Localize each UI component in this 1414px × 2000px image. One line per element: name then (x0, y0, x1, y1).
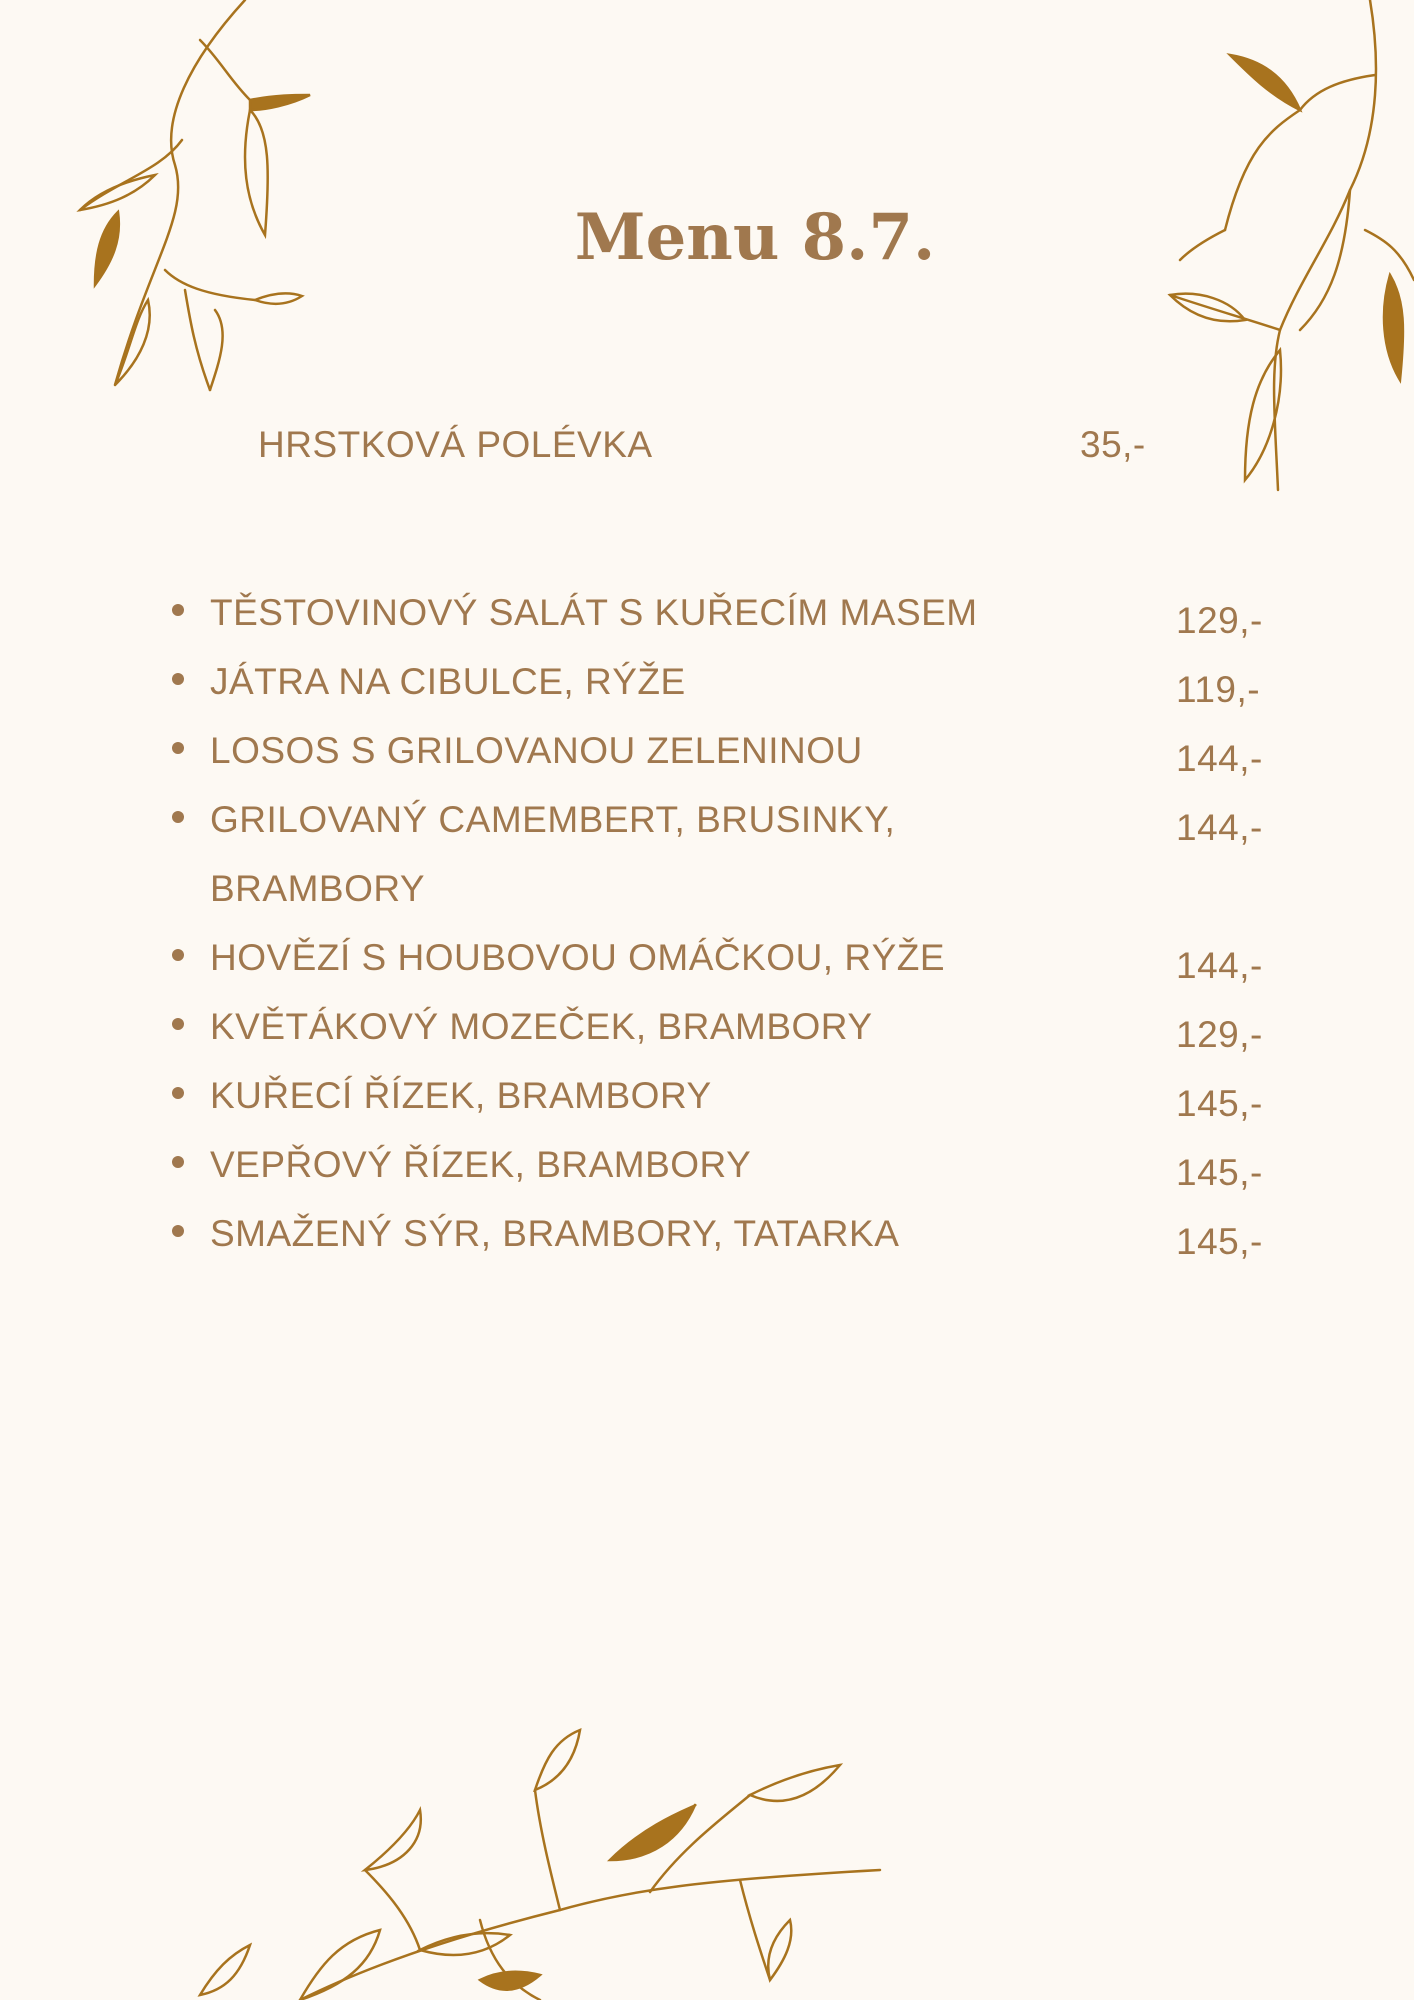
bullet-icon (172, 1156, 184, 1168)
soup-name: HRSTKOVÁ POLÉVKA (258, 424, 653, 465)
menu-item-name: LOSOS S GRILOVANOU ZELENINOU (210, 730, 863, 771)
bullet-icon (172, 949, 184, 961)
menu-item-price: 145,- (1176, 1083, 1263, 1124)
menu-item (160, 716, 1310, 785)
menu-item (160, 578, 1310, 647)
menu-item-name: VEPŘOVÝ ŘÍZEK, BRAMBORY (210, 1144, 752, 1185)
menu-item-price: 129,- (1176, 1014, 1263, 1055)
menu-item-name: JÁTRA NA CIBULCE, RÝŽE (210, 661, 686, 702)
menu-item-price: 119,- (1176, 669, 1261, 710)
menu-item-name: GRILOVANÝ CAMEMBERT, BRUSINKY, BRAMBORY (210, 799, 896, 909)
bullet-icon (172, 673, 184, 685)
bullet-icon (172, 1225, 184, 1237)
menu-item (160, 1130, 1310, 1199)
menu-item (160, 1199, 1310, 1268)
menu-item-name: TĚSTOVINOVÝ SALÁT S KUŘECÍM MASEM (210, 592, 978, 633)
menu-item (160, 1061, 1310, 1130)
leaf-branch-bottom-icon (180, 1720, 900, 2000)
bullet-icon (172, 604, 184, 616)
menu-item-price: 129,- (1176, 600, 1263, 641)
soup-price: 35,- (1080, 424, 1146, 465)
menu-item-price: 144,- (1176, 807, 1263, 848)
menu-item-price: 144,- (1176, 945, 1263, 986)
menu-item-name: HOVĚZÍ S HOUBOVOU OMÁČKOU, RÝŽE (210, 937, 946, 978)
menu-item-price: 145,- (1176, 1221, 1263, 1262)
bullet-icon (172, 742, 184, 754)
menu-item-name: SMAŽENÝ SÝR, BRAMBORY, TATARKA (210, 1213, 900, 1254)
bullet-icon (172, 1018, 184, 1030)
menu-item (160, 992, 1310, 1061)
bullet-icon (172, 1087, 184, 1099)
page-title: Menu 8.7. (574, 200, 936, 275)
menu-item (160, 647, 1310, 716)
main-course-list (160, 578, 1310, 1268)
menu-item-price: 144,- (1176, 738, 1263, 779)
soup-row (258, 424, 1158, 474)
menu-item-name: KUŘECÍ ŘÍZEK, BRAMBORY (210, 1075, 712, 1116)
menu-item (160, 923, 1310, 992)
menu-item (160, 785, 1310, 923)
bullet-icon (172, 811, 184, 823)
menu-item-name: KVĚTÁKOVÝ MOZEČEK, BRAMBORY (210, 1006, 873, 1047)
menu-item-price: 145,- (1176, 1152, 1263, 1193)
